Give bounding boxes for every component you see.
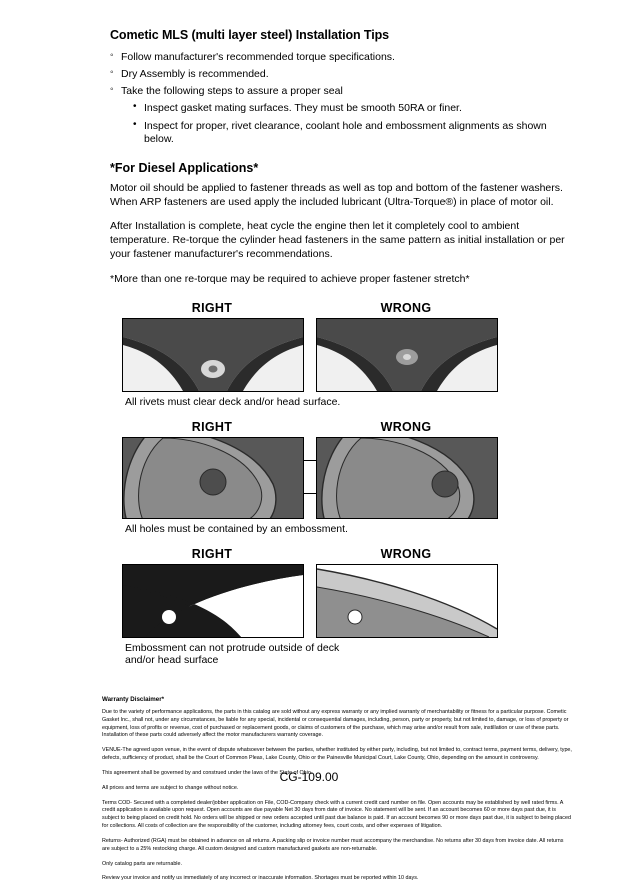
- figure-row: [40, 301, 578, 392]
- list-item: ◦ Dry Assembly is recommended.: [110, 68, 578, 81]
- figure-image-wrong-hole: [316, 437, 498, 519]
- diesel-paragraph-3: *More than one re-torque may be required to achieve proper fastener stretch*: [110, 273, 470, 286]
- diesel-heading: *For Diesel Applications*: [110, 160, 259, 175]
- installation-tips-list: [110, 51, 578, 146]
- hole-wrong-illustration: [317, 438, 497, 518]
- figure-caption-embossment-1: Embossment can not protrude outside of deck: [125, 641, 340, 654]
- warranty-paragraph: Review your invoice and notify us immediately of any incorrect or inaccurate information. Shortages must be reported within 10 days.: [102, 875, 419, 882]
- warranty-paragraph: Terms COD- Secured with a completed dealer/jobber application on File, COD-Company check with a current credit card number on file. Open accounts may be established by well rated firms. A credit application is available upon request. Open accounts are due payable Net 30 days from date of invoice. No statement will be sent. If an account becomes 60 or more days past due, it is subject to being placed on credit hold. No orders will be shipped or new orders accepted until past due balance is paid. If an account becomes 90 or more days past due, it is subject to being placed for collections. All costs of collection are the responsibility of the customer, including attorney fees, court costs, and other expenses of litigation.: [102, 799, 571, 830]
- warranty-heading: Warranty Disclaimer*: [102, 695, 165, 703]
- figure-label-wrong: WRONG: [380, 419, 432, 434]
- figure-label-right: RIGHT: [191, 419, 233, 434]
- document-number: CG-109.00: [279, 770, 339, 784]
- warranty-paragraph: This agreement shall be governed by and construed under the laws of the State of Ohio.: [102, 769, 313, 776]
- rivet-wrong-illustration: [317, 319, 497, 391]
- figure-label-wrong: WRONG: [380, 546, 432, 561]
- figure-wrong-embossment: [316, 547, 496, 638]
- figure-image-right-rivet: [122, 318, 304, 392]
- hole-right-illustration: [123, 438, 303, 518]
- figure-image-wrong-rivet: [316, 318, 498, 392]
- figure-label-right: RIGHT: [191, 546, 233, 561]
- list-item: • Inspect gasket mating surfaces. They must be smooth 50RA or finer.: [133, 102, 578, 115]
- list-item: • Inspect for proper, rivet clearance, coolant hole and embossment alignments as shown below.: [133, 120, 578, 146]
- warranty-paragraph: Returns- Authorized (RGA) must be obtained in advance on all returns. A packing slip or invoice number must accompany the merchandise. No returns after 30 days from invoice date. All returns are subject to a 25% restocking charge. All custom designed and custom manufactured gaskets are non-returnable.: [102, 837, 564, 852]
- caption-row: [40, 638, 578, 666]
- figure-row: [40, 547, 578, 638]
- figure-image-right-hole: [122, 437, 304, 519]
- figure-label-right: RIGHT: [191, 300, 233, 315]
- figure-group-holes: [40, 420, 578, 535]
- embossment-wrong-illustration: [317, 565, 497, 637]
- warranty-paragraph: VENUE-The agreed upon venue, in the event of dispute whatsoever between the parties, whether instituted by either party, including, but not limited to, contract terms, payment terms, delivery, type, defects, sufficiency of product, shall be the Court of Common Pleas, Lake County, Ohio or the Painesville Municipal Court, Lake County, Ohio, depending on the amount in controversy.: [102, 747, 572, 762]
- caption-row: [40, 519, 578, 535]
- diesel-paragraph-1: Motor oil should be applied to fastener threads as well as top and bottom of the fastener washers. When ARP fasteners are used apply the included lubricant (Ultra-Torque®) in place of motor oil.: [110, 181, 563, 208]
- figure-wrong-hole: [316, 420, 496, 519]
- figure-image-right-embossment: [122, 564, 304, 638]
- page-title: Cometic MLS (multi layer steel) Installation Tips: [110, 28, 389, 42]
- figure-caption-holes: All holes must be contained by an embossment.: [125, 522, 348, 535]
- figure-label-wrong: WRONG: [380, 300, 432, 315]
- figure-group-rivets: [40, 301, 578, 408]
- figure-wrong-rivet: [316, 301, 496, 392]
- rivet-right-illustration: [123, 319, 303, 391]
- figure-right-embossment: [122, 547, 302, 638]
- figure-row: [40, 420, 578, 519]
- warranty-paragraph: All prices and terms are subject to change without notice.: [102, 784, 239, 791]
- figure-right-hole: [122, 420, 302, 519]
- warranty-paragraph: Only catalog parts are returnable.: [102, 860, 183, 867]
- figure-caption-rivets: All rivets must clear deck and/or head surface.: [125, 395, 341, 408]
- figure-right-rivet: [122, 301, 302, 392]
- diesel-paragraph-2: After Installation is complete, heat cycle the engine then let it completely cool to ambient temperature. Re-torque the cylinder head fasteners in the same pattern as initial installation or per your fastener manufacturer's recommendations.: [110, 220, 565, 261]
- warranty-paragraph: Due to the variety of performance applications, the parts in this catalog are sold without any express warranty or any implied warranty of merchantability or fitness for a particular purpose. Cometic Gasket Inc., shall not, under any circumstances, be liable for any special, incidental or consequential damages, including, person, party or property, but not limited to, damage, or loss of property or equipment, loss of profits or revenue, cost of purchased or replacement goods, or claims of customers of the purchase, which may arise and/or result from sale, instillation or use of these parts. Installation of these parts could adversely affect the motor manufacturers warranty coverage.: [102, 708, 569, 739]
- embossment-right-illustration: [123, 565, 303, 637]
- figure-caption-embossment-2: and/or head surface: [125, 653, 219, 666]
- figure-image-wrong-embossment: [316, 564, 498, 638]
- caption-row: [40, 392, 578, 408]
- list-item-label: Take the following steps to assure a proper seal: [121, 85, 343, 98]
- list-item: [110, 85, 578, 146]
- figure-group-embossment: [40, 547, 578, 666]
- warranty-section: [102, 696, 572, 883]
- list-item: ◦ Follow manufacturer's recommended torque specifications.: [110, 51, 578, 64]
- installation-sub-list: [133, 102, 578, 145]
